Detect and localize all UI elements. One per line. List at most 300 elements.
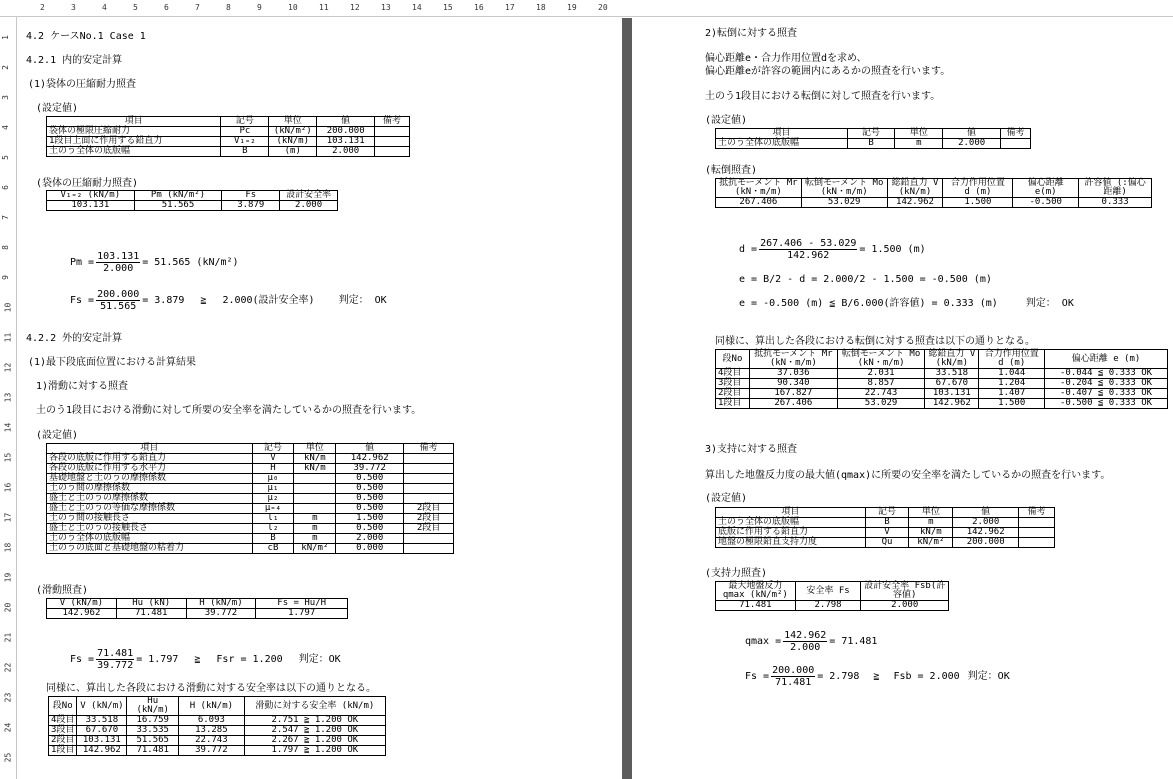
paragraph: 偏心距離e・合力作用位置dを求め、 bbox=[705, 53, 867, 64]
table-cell: 2段目 bbox=[404, 514, 454, 524]
table-cell: 1.797 ≧ 1.200 OK bbox=[244, 746, 385, 756]
table-caption: (支持力照査) bbox=[705, 568, 768, 579]
subsection-heading: (1)最下段底面位置における計算結果 bbox=[28, 357, 197, 368]
table-cell: 0.500 bbox=[336, 504, 404, 514]
column-header: Fs = Hu/H bbox=[256, 599, 348, 609]
table-header-row bbox=[47, 191, 338, 201]
column-header: 記号 bbox=[865, 508, 909, 518]
table-cell: (kN/m) bbox=[269, 137, 317, 147]
table-cell: B bbox=[221, 147, 269, 157]
subsection-heading: 4.2.1 内的安定計算 bbox=[26, 55, 123, 66]
column-header: 抵抗モーメント Mr (kN・m/m) bbox=[749, 350, 837, 369]
table-cell: -0.407 ≦ 0.333 OK bbox=[1045, 389, 1168, 399]
ruler-mark: 12 bbox=[3, 362, 13, 373]
table-header-row bbox=[47, 117, 410, 127]
column-header: 値 bbox=[953, 508, 1019, 518]
column-header: H (kN/m) bbox=[179, 697, 245, 716]
table-row bbox=[47, 464, 454, 474]
column-header: Pm (kN/m²) bbox=[134, 191, 222, 201]
table-cell: 71.481 bbox=[127, 746, 179, 756]
table-cell: 103.131 bbox=[317, 137, 375, 147]
table-cell: μ₁ bbox=[252, 484, 294, 494]
table-cell: 2.000 bbox=[861, 601, 949, 611]
table-cell: 地盤の極限鉛直支持力度 bbox=[716, 538, 866, 548]
table-cell: 142.962 bbox=[887, 198, 943, 208]
table-cell: 3段目 bbox=[716, 379, 750, 389]
table-cell: 各段の底版に作用する鉛直力 bbox=[47, 454, 253, 464]
column-header: 転倒モーメント Mo (kN・m/m) bbox=[837, 350, 925, 369]
settings-table-slide bbox=[46, 443, 454, 554]
table-cell bbox=[294, 504, 336, 514]
paragraph: 同様に、算出した各段における滑動に対する安全率は以下の通りとなる。 bbox=[46, 683, 376, 694]
column-header: 偏心距離 e(m) bbox=[1013, 179, 1079, 198]
table-row bbox=[47, 514, 454, 524]
column-header: 記号 bbox=[221, 117, 269, 127]
table-cell: 53.029 bbox=[801, 198, 887, 208]
equation-slide-fs: Fs = $\frac{71.481}{39.772}$ = 1.797 ≧ Fsr = 1.200 判定：OK bbox=[70, 648, 341, 671]
table-cell: 盛土と土のうの摩擦係数 bbox=[47, 494, 253, 504]
table-cell: V bbox=[252, 454, 294, 464]
table-cell: 103.131 bbox=[77, 736, 127, 746]
table-cell: 2段目 bbox=[404, 524, 454, 534]
table-cell bbox=[1019, 528, 1055, 538]
table-cell bbox=[404, 464, 454, 474]
slide-summary-table bbox=[48, 696, 386, 756]
column-header: 安全率 Fs bbox=[795, 582, 861, 601]
table-caption: (設定値) bbox=[705, 115, 748, 126]
table-cell: 37.036 bbox=[749, 369, 837, 379]
table-cell bbox=[404, 454, 454, 464]
table-cell bbox=[1001, 139, 1031, 149]
table-cell: 盛土と土のうの等価な摩擦係数 bbox=[47, 504, 253, 514]
table-row bbox=[47, 474, 454, 484]
settings-table-overturn bbox=[715, 128, 1031, 149]
table-cell: 2.798 bbox=[795, 601, 861, 611]
table-cell: 2.000 bbox=[943, 139, 1001, 149]
table-cell: m bbox=[294, 534, 336, 544]
equation-fs: Fs = $\frac{200.000}{51.565}$ = 3.879 ≧ 2.000(設計安全率) 判定： OK bbox=[70, 289, 387, 312]
table-cell: 39.772 bbox=[336, 464, 404, 474]
ruler-mark: 21 bbox=[3, 632, 13, 643]
table-cell: kN/m bbox=[909, 528, 953, 538]
column-header: 最大地盤反力 qmax (kN/m²) bbox=[716, 582, 796, 601]
column-header: 単位 bbox=[294, 444, 336, 454]
column-header: 値 bbox=[317, 117, 375, 127]
column-header: 値 bbox=[336, 444, 404, 454]
ruler-mark: 20 bbox=[598, 3, 608, 12]
table-cell: 103.131 bbox=[925, 389, 979, 399]
table-header-row bbox=[716, 350, 1168, 369]
table-cell: 142.962 bbox=[925, 399, 979, 409]
ruler-mark: 19 bbox=[567, 3, 577, 12]
ruler-mark: 2 bbox=[40, 3, 45, 12]
ruler-mark: 18 bbox=[536, 3, 546, 12]
table-cell: -0.500 bbox=[1013, 198, 1079, 208]
column-header: V₁₌₂ (kN/m) bbox=[47, 191, 135, 201]
column-header: 記号 bbox=[847, 129, 895, 139]
table-cell: cB bbox=[252, 544, 294, 554]
table-cell: 267.406 bbox=[716, 198, 802, 208]
table-caption: (転倒照査) bbox=[705, 165, 758, 176]
table-cell bbox=[294, 484, 336, 494]
table-header-row bbox=[716, 129, 1031, 139]
slide-check-table bbox=[46, 598, 348, 619]
table-cell: 142.962 bbox=[953, 528, 1019, 538]
column-header: 段No bbox=[716, 350, 750, 369]
paragraph: 算出した地盤反力度の最大値(qmax)に所要の安全率を満たしているかの照査を行います。 bbox=[705, 470, 1111, 481]
subsection-heading: (1)袋体の圧縮耐力照査 bbox=[28, 79, 137, 90]
column-header: V (kN/m) bbox=[77, 697, 127, 716]
table-cell bbox=[375, 127, 410, 137]
vertical-ruler bbox=[0, 17, 17, 779]
subsection-heading: 3)支持に対する照査 bbox=[705, 444, 798, 455]
column-header: 総鉛直力 V (kN/m) bbox=[925, 350, 979, 369]
table-cell bbox=[1019, 538, 1055, 548]
subsection-heading: 1)滑動に対する照査 bbox=[36, 381, 129, 392]
ruler-mark: 10 bbox=[288, 3, 298, 12]
section-heading: 4.2.2 外的安定計算 bbox=[26, 333, 123, 344]
table-cell: 200.000 bbox=[317, 127, 375, 137]
table-cell: 33.535 bbox=[127, 726, 179, 736]
column-header: 備考 bbox=[404, 444, 454, 454]
column-header: 合力作用位置 d (m) bbox=[979, 350, 1045, 369]
table-row bbox=[716, 389, 1168, 399]
table-cell: kN/m bbox=[294, 454, 336, 464]
table-row bbox=[47, 544, 454, 554]
table-cell: 基礎地盤と土のうの摩擦係数 bbox=[47, 474, 253, 484]
table-cell: μ₌₄ bbox=[252, 504, 294, 514]
column-header: 総鉛直力 V (kN/m) bbox=[887, 179, 943, 198]
table-cell: 2段目 bbox=[49, 736, 77, 746]
table-row bbox=[49, 726, 386, 736]
ruler-mark: 16 bbox=[474, 3, 484, 12]
table-cell: 土のう全体の底版幅 bbox=[716, 139, 848, 149]
table-header-row bbox=[47, 599, 348, 609]
ruler-mark: 20 bbox=[3, 602, 13, 613]
table-cell: 0.500 bbox=[336, 494, 404, 504]
table-cell bbox=[294, 494, 336, 504]
table-row bbox=[716, 198, 1152, 208]
table-cell: 33.518 bbox=[925, 369, 979, 379]
table-row bbox=[716, 369, 1168, 379]
table-row bbox=[49, 746, 386, 756]
table-cell: 土のう間の接触長さ bbox=[47, 514, 253, 524]
ruler-mark: 25 bbox=[3, 752, 13, 763]
ruler-mark: 10 bbox=[3, 302, 13, 313]
column-header: H (kN/m) bbox=[186, 599, 256, 609]
ruler-mark: 19 bbox=[3, 572, 13, 583]
table-row bbox=[47, 609, 348, 619]
table-cell: 土のう間の摩擦係数 bbox=[47, 484, 253, 494]
table-cell: 2.267 ≧ 1.200 OK bbox=[244, 736, 385, 746]
equation-pm: Pm = $\frac{103.131}{2.000}$ = 51.565 (kN/m²) bbox=[70, 251, 239, 274]
table-cell: 土のう全体の底版幅 bbox=[47, 534, 253, 544]
table-row bbox=[47, 524, 454, 534]
table-row bbox=[47, 534, 454, 544]
paragraph: 同様に、算出した各段における転倒に対する照査は以下の通りとなる。 bbox=[715, 336, 1035, 347]
column-header: 備考 bbox=[375, 117, 410, 127]
table-cell bbox=[294, 474, 336, 484]
overturn-check-table bbox=[715, 178, 1152, 208]
table-caption: (設定値) bbox=[705, 493, 748, 504]
table-cell: 2.751 ≧ 1.200 OK bbox=[244, 716, 385, 726]
table-cell: -0.044 ≦ 0.333 OK bbox=[1045, 369, 1168, 379]
table-cell: 103.131 bbox=[47, 201, 135, 211]
table-cell: 1.797 bbox=[256, 609, 348, 619]
table-cell: B bbox=[865, 518, 909, 528]
table-cell: 2.000 bbox=[336, 534, 404, 544]
table-cell: 0.500 bbox=[336, 524, 404, 534]
paragraph: 土のう1段目における転倒に対して照査を行います。 bbox=[705, 91, 941, 102]
table-cell: 71.481 bbox=[116, 609, 186, 619]
table-cell: 90.340 bbox=[749, 379, 837, 389]
table-cell: 3.879 bbox=[222, 201, 280, 211]
column-header: 転倒モーメント Mo (kN・m/m) bbox=[801, 179, 887, 198]
table-cell: 0.333 bbox=[1079, 198, 1152, 208]
table-cell: 4段目 bbox=[49, 716, 77, 726]
table-cell: B bbox=[847, 139, 895, 149]
table-cell: 2段目 bbox=[404, 504, 454, 514]
ruler-mark: 4 bbox=[0, 125, 10, 130]
table-cell: 51.565 bbox=[127, 736, 179, 746]
table-cell: m bbox=[294, 524, 336, 534]
table-cell: 8.857 bbox=[837, 379, 925, 389]
ruler-mark: 11 bbox=[319, 3, 329, 12]
ruler-mark: 5 bbox=[0, 155, 10, 160]
table-header-row bbox=[716, 582, 949, 601]
table-cell: 6.093 bbox=[179, 716, 245, 726]
table-cell: kN/m² bbox=[909, 538, 953, 548]
column-header: Fs bbox=[222, 191, 280, 201]
table-cell: 0.500 bbox=[336, 484, 404, 494]
table-row bbox=[716, 139, 1031, 149]
table-cell bbox=[404, 484, 454, 494]
table-cell: 2.547 ≧ 1.200 OK bbox=[244, 726, 385, 736]
table-header-row bbox=[716, 508, 1055, 518]
column-header: Hu (kN/m) bbox=[127, 697, 179, 716]
table-cell: 22.743 bbox=[179, 736, 245, 746]
table-cell: 53.029 bbox=[837, 399, 925, 409]
subsection-heading: 2)転倒に対する照査 bbox=[705, 28, 798, 39]
ruler-mark: 15 bbox=[3, 452, 13, 463]
table-row bbox=[47, 127, 410, 137]
table-cell: 39.772 bbox=[186, 609, 256, 619]
table-cell bbox=[404, 534, 454, 544]
table-cell: 各段の底版に作用する水平力 bbox=[47, 464, 253, 474]
table-cell: kN/m bbox=[294, 464, 336, 474]
table-cell: 0.500 bbox=[336, 474, 404, 484]
table-cell: 51.565 bbox=[134, 201, 222, 211]
ruler-mark: 24 bbox=[3, 722, 13, 733]
table-cell: (kN/m²) bbox=[269, 127, 317, 137]
ruler-mark: 4 bbox=[102, 3, 107, 12]
ruler-mark: 2 bbox=[0, 65, 10, 70]
table-cell: 盛土と土のうの接触長さ bbox=[47, 524, 253, 534]
table-row bbox=[47, 147, 410, 157]
table-cell: 167.827 bbox=[749, 389, 837, 399]
equation-support-fs: Fs = $\frac{200.000}{71.481}$ = 2.798 ≧ Fsb = 2.000 判定：OK bbox=[745, 665, 1010, 688]
table-row bbox=[716, 528, 1055, 538]
table-cell: Qu bbox=[865, 538, 909, 548]
table-row bbox=[47, 137, 410, 147]
table-cell: 土のう全体の底版幅 bbox=[716, 518, 866, 528]
column-header: 単位 bbox=[269, 117, 317, 127]
document-page-right bbox=[633, 18, 1173, 779]
table-row bbox=[47, 484, 454, 494]
table-cell: 4段目 bbox=[716, 369, 750, 379]
column-header: 備考 bbox=[1019, 508, 1055, 518]
equation-e: e = B/2 - d = 2.000/2 - 1.500 = -0.500 (m) bbox=[739, 274, 992, 285]
column-header: 単位 bbox=[909, 508, 953, 518]
ruler-mark: 6 bbox=[0, 185, 10, 190]
table-cell: 142.962 bbox=[77, 746, 127, 756]
ruler-mark: 7 bbox=[195, 3, 200, 12]
table-cell: -0.500 ≦ 0.333 OK bbox=[1045, 399, 1168, 409]
table-cell: l₂ bbox=[252, 524, 294, 534]
table-row bbox=[47, 454, 454, 464]
table-cell: 33.518 bbox=[77, 716, 127, 726]
ruler-mark: 8 bbox=[226, 3, 231, 12]
ruler-mark: 11 bbox=[3, 332, 13, 343]
table-cell bbox=[375, 137, 410, 147]
ruler-mark: 13 bbox=[3, 392, 13, 403]
table-cell: 13.285 bbox=[179, 726, 245, 736]
ruler-mark: 16 bbox=[3, 482, 13, 493]
table-cell bbox=[404, 494, 454, 504]
ruler-mark: 17 bbox=[505, 3, 515, 12]
table-cell bbox=[404, 544, 454, 554]
table-cell: 2.000 bbox=[317, 147, 375, 157]
column-header: 抵抗モーメント Mr (kN・m/m) bbox=[716, 179, 802, 198]
table-cell: 16.759 bbox=[127, 716, 179, 726]
table-cell: 土のう全体の底版幅 bbox=[47, 147, 221, 157]
table-row bbox=[716, 399, 1168, 409]
column-header: 項目 bbox=[716, 129, 848, 139]
table-cell: 1段目 bbox=[716, 399, 750, 409]
support-check-table bbox=[715, 581, 949, 611]
table-cell: H bbox=[252, 464, 294, 474]
table-cell: 1段目上面に作用する鉛直力 bbox=[47, 137, 221, 147]
table-cell: Pc bbox=[221, 127, 269, 137]
table-cell: 1.044 bbox=[979, 369, 1045, 379]
column-header: 項目 bbox=[716, 508, 866, 518]
table-caption: (設定値) bbox=[36, 430, 79, 441]
ruler-mark: 14 bbox=[3, 422, 13, 433]
table-cell: 3段目 bbox=[49, 726, 77, 736]
ruler-mark: 15 bbox=[443, 3, 453, 12]
table-cell: 67.670 bbox=[77, 726, 127, 736]
horizontal-ruler bbox=[0, 0, 1173, 17]
table-row bbox=[716, 538, 1055, 548]
table-cell: 袋体の極限圧縮耐力 bbox=[47, 127, 221, 137]
table-cell: V bbox=[865, 528, 909, 538]
table-cell: 0.000 bbox=[336, 544, 404, 554]
table-row bbox=[47, 201, 338, 211]
table-cell: 71.481 bbox=[716, 601, 796, 611]
column-header: 滑動に対する安全率 (kN/m) bbox=[244, 697, 385, 716]
table-cell: 1.500 bbox=[336, 514, 404, 524]
table-cell: 200.000 bbox=[953, 538, 1019, 548]
table-row bbox=[716, 518, 1055, 528]
ruler-mark: 22 bbox=[3, 662, 13, 673]
table-header-row bbox=[716, 179, 1152, 198]
table-cell: 1.500 bbox=[979, 399, 1045, 409]
column-header: 設計安全率 bbox=[280, 191, 338, 201]
ruler-mark: 3 bbox=[0, 95, 10, 100]
ruler-mark: 13 bbox=[381, 3, 391, 12]
column-header: 合力作用位置 d (m) bbox=[943, 179, 1013, 198]
table-cell: l₁ bbox=[252, 514, 294, 524]
table-cell: 1.407 bbox=[979, 389, 1045, 399]
column-header: Hu (kN) bbox=[116, 599, 186, 609]
ruler-mark: 9 bbox=[257, 3, 262, 12]
table-cell: B bbox=[252, 534, 294, 544]
table-cell: 2.000 bbox=[953, 518, 1019, 528]
equation-d: d = $\frac{267.406 - 53.029}{142.962}$ = 1.500 (m) bbox=[739, 238, 926, 261]
ruler-mark: 23 bbox=[3, 692, 13, 703]
table-cell: m bbox=[294, 514, 336, 524]
ruler-mark: 18 bbox=[3, 542, 13, 553]
ruler-mark: 8 bbox=[0, 245, 10, 250]
table-cell: m bbox=[909, 518, 953, 528]
table-cell: 1.204 bbox=[979, 379, 1045, 389]
table-row bbox=[47, 504, 454, 514]
document-page-left bbox=[18, 18, 621, 779]
table-cell bbox=[1019, 518, 1055, 528]
settings-table bbox=[46, 116, 410, 157]
table-row bbox=[49, 716, 386, 726]
page-gap bbox=[622, 18, 632, 779]
table-cell: 1段目 bbox=[49, 746, 77, 756]
table-cell: 2段目 bbox=[716, 389, 750, 399]
table-cell: m bbox=[895, 139, 943, 149]
paragraph: 土のう1段目における滑動に対して所要の安全率を満たしているかの照査を行います。 bbox=[36, 405, 422, 416]
table-cell: 2.031 bbox=[837, 369, 925, 379]
table-cell: 2.000 bbox=[280, 201, 338, 211]
column-header: 単位 bbox=[895, 129, 943, 139]
table-cell: kN/m² bbox=[294, 544, 336, 554]
table-caption: (設定値) bbox=[36, 103, 79, 114]
table-cell: 39.772 bbox=[179, 746, 245, 756]
table-cell: V₁₌₂ bbox=[221, 137, 269, 147]
section-heading: 4.2 ケースNo.1 Case 1 bbox=[26, 31, 146, 42]
ruler-mark: 14 bbox=[412, 3, 422, 12]
table-cell: 1.500 bbox=[943, 198, 1013, 208]
table-cell bbox=[404, 474, 454, 484]
ruler-mark: 3 bbox=[71, 3, 76, 12]
table-cell: -0.204 ≦ 0.333 OK bbox=[1045, 379, 1168, 389]
ruler-mark: 12 bbox=[350, 3, 360, 12]
ruler-mark: 17 bbox=[3, 512, 13, 523]
column-header: 値 bbox=[943, 129, 1001, 139]
ruler-mark: 6 bbox=[164, 3, 169, 12]
table-cell: 267.406 bbox=[749, 399, 837, 409]
column-header: V (kN/m) bbox=[47, 599, 117, 609]
table-cell: 67.670 bbox=[925, 379, 979, 389]
table-caption: (滑動照査) bbox=[36, 585, 89, 596]
column-header: 項目 bbox=[47, 444, 253, 454]
table-cell: 142.962 bbox=[336, 454, 404, 464]
column-header: 段No bbox=[49, 697, 77, 716]
column-header: 設計安全率 Fsb(許容値) bbox=[861, 582, 949, 601]
table-header-row bbox=[47, 444, 454, 454]
table-row bbox=[49, 736, 386, 746]
ruler-mark: 9 bbox=[0, 275, 10, 280]
equation-e-check: e = -0.500 (m) ≦ B/6.000(許容値) = 0.333 (m) 判定： OK bbox=[739, 298, 1074, 309]
table-cell: μ₂ bbox=[252, 494, 294, 504]
ruler-mark: 1 bbox=[0, 35, 10, 40]
equation-qmax: qmax = $\frac{142.962}{2.000}$ = 71.481 bbox=[745, 630, 878, 653]
